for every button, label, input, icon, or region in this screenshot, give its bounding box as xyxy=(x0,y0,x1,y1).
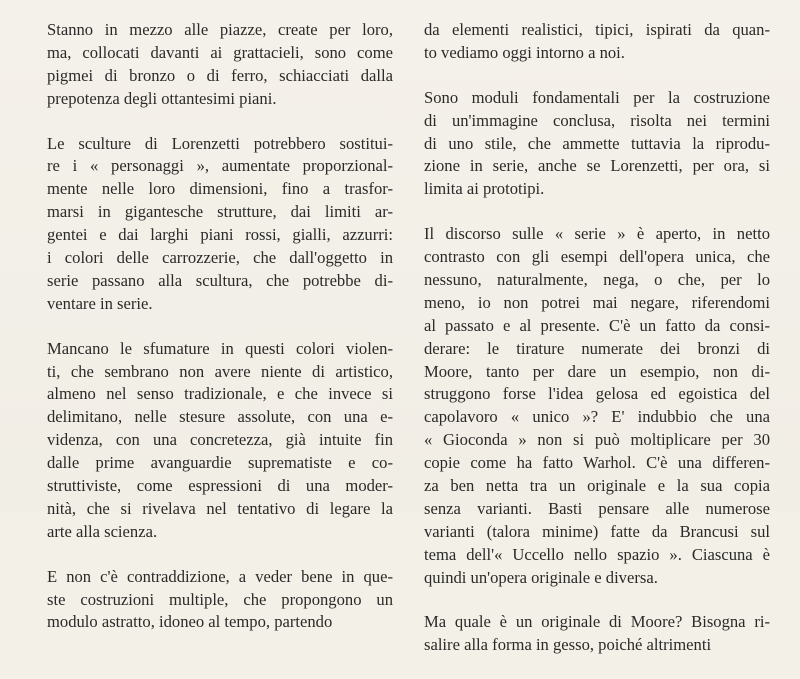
text-line: pigmei di bronzo o di ferro, schiacciati dalla xyxy=(47,65,393,85)
text-line: serie passano alla scultura, che potrebbe di- xyxy=(47,270,393,290)
text-line: Le sculture di Lorenzetti potrebbero sostitui- xyxy=(47,133,393,153)
text-line: Il discorso sulle « serie » è aperto, in netto xyxy=(424,224,770,244)
text-line: ste costruzioni multiple, che propongono un xyxy=(47,589,393,609)
text-line: nità, che si rivelava nel tentativo di legare la xyxy=(47,498,393,518)
paragraph xyxy=(424,19,770,65)
paragraph xyxy=(47,566,393,635)
text-line: struggono forse l'idea gelosa ed egoistica del xyxy=(424,384,770,404)
paragraph xyxy=(424,223,770,589)
text-line: di uno stile, che ammette tuttavia la riprodu- xyxy=(424,133,770,153)
text-line: arte alla scienza. xyxy=(47,521,158,541)
text-line: gentei e dai larghi piani rossi, gialli, azzurri: xyxy=(47,225,393,245)
text-line: copie come ha fatto Warhol. C'è una differen- xyxy=(424,453,770,473)
text-line: dalle prime avanguardie suprematiste e co- xyxy=(47,453,393,473)
text-line: tema dell'« Uccello nello spazio ». Ciascuna è xyxy=(424,544,770,564)
text-line: za ben netta tra un originale e la sua copia xyxy=(424,476,770,496)
text-line: i colori delle carrozzerie, che dall'oggetto in xyxy=(47,248,393,268)
text-line: Ma quale è un originale di Moore? Bisogna ri- xyxy=(424,612,770,632)
text-line: marsi in gigantesche strutture, dai limiti ar- xyxy=(47,202,393,222)
text-line: derare: le tirature numerate dei bronzi di xyxy=(424,338,770,358)
text-line: Mancano le sfumature in questi colori violen- xyxy=(47,338,393,358)
text-line: to vediamo oggi intorno a noi. xyxy=(424,42,625,62)
paragraph xyxy=(424,87,770,201)
text-line: almeno nel senso tradizionale, e che invece si xyxy=(47,384,393,404)
text-line: struttiviste, come espressioni di una moder- xyxy=(47,476,393,496)
text-line: quindi un'opera originale e diversa. xyxy=(424,567,658,587)
text-line: nessuno, naturalmente, nega, o che, per lo xyxy=(424,270,770,290)
text-line: zione in serie, anche se Lorenzetti, per ora, si xyxy=(424,156,770,176)
text-line: « Gioconda » non si può moltiplicare per 30 xyxy=(424,430,770,450)
text-line: modulo astratto, idoneo al tempo, partendo xyxy=(47,612,333,632)
left-text-column xyxy=(47,19,393,656)
text-line: ventare in serie. xyxy=(47,293,153,313)
text-line: capolavoro « unico »? E' indubbio che una xyxy=(424,407,770,427)
paragraph xyxy=(47,19,393,111)
text-line: Sono moduli fondamentali per la costruzione xyxy=(424,87,770,107)
paragraph xyxy=(47,133,393,316)
text-line: re i « personaggi », aumentate proporzional- xyxy=(47,156,393,176)
paragraph xyxy=(47,338,393,544)
text-line: al passato e al presente. C'è un fatto da consi- xyxy=(424,315,770,335)
text-line: limita ai prototipi. xyxy=(424,179,545,199)
text-line: Stanno in mezzo alle piazze, create per loro, xyxy=(47,20,393,39)
paragraph xyxy=(424,611,770,657)
text-line: Moore, tanto per dare un esempio, non di- xyxy=(424,361,770,381)
text-line: videnza, con una concretezza, già intuite fin xyxy=(47,430,393,450)
right-text-column xyxy=(424,19,770,679)
text-line: varianti (talora minime) fatte da Brancusi sul xyxy=(424,521,770,541)
text-line: E non c'è contraddizione, a veder bene in que- xyxy=(47,566,393,586)
text-line: da elementi realistici, tipici, ispirati da quan- xyxy=(424,20,770,39)
text-line: prepotenza degli ottantesimi piani. xyxy=(47,88,277,108)
text-line: delimitano, nelle stesure assolute, con una e- xyxy=(47,407,393,427)
text-line: ma, collocati davanti ai grattacieli, sono come xyxy=(47,42,393,62)
text-line: mente nelle loro dimensioni, fino a trasfor- xyxy=(47,179,393,199)
text-line: di un'immagine conclusa, risolta nei termini xyxy=(424,110,770,130)
text-line: salire alla forma in gesso, poiché altrimenti xyxy=(424,635,712,655)
text-line: senza varianti. Basti pensare alle numerose xyxy=(424,498,770,518)
text-line: contrasto con gli esempi dell'opera unica, che xyxy=(424,247,770,267)
text-line: meno, io non potrei mai negare, riferendomi xyxy=(424,292,770,312)
text-line: ti, che sembrano non avere niente di artistico, xyxy=(47,361,393,381)
